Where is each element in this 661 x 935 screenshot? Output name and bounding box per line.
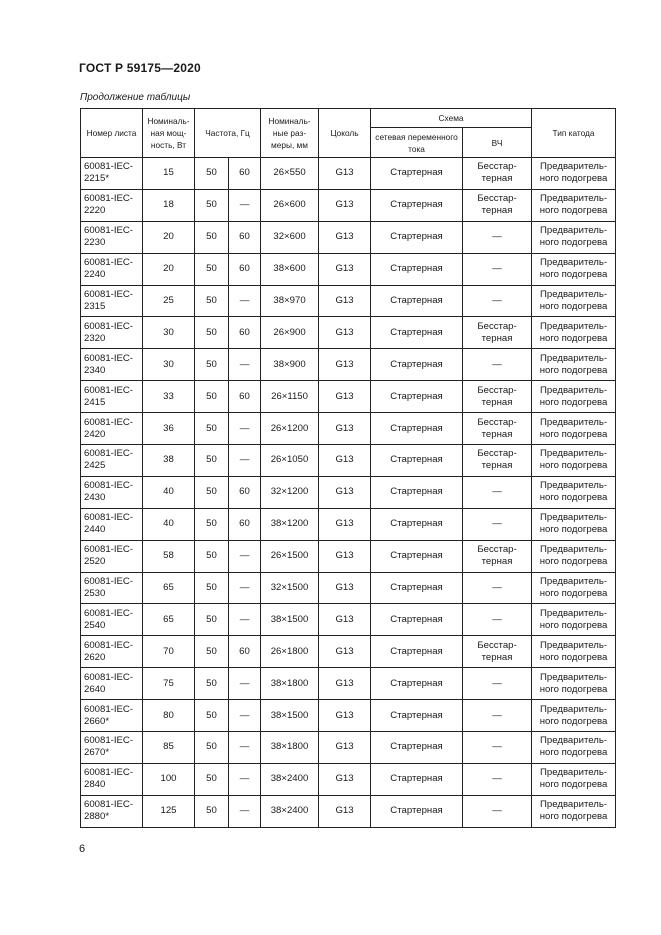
cell-cathode-type: Предваритель-ного подогрева: [532, 540, 616, 572]
cell-rated-power: 125: [143, 795, 195, 827]
cell-sheet-number: 60081-IEC-2840: [81, 763, 143, 795]
cell-rated-power: 18: [143, 189, 195, 221]
cell-cathode-type: Предваритель-ного подогрева: [532, 189, 616, 221]
table-row: [81, 317, 616, 349]
cell-scheme-ac: Стартерная: [371, 476, 463, 508]
cell-cathode-type: Предваритель-ного подогрева: [532, 636, 616, 668]
cell-rated-power: 80: [143, 700, 195, 732]
cell-scheme-ac: Стартерная: [371, 317, 463, 349]
cell-frequency-50: 50: [195, 668, 229, 700]
cell-scheme-ac: Стартерная: [371, 732, 463, 764]
cell-rated-power: 85: [143, 732, 195, 764]
cell-rated-power: 75: [143, 668, 195, 700]
cell-base: G13: [319, 636, 371, 668]
table-row: [81, 445, 616, 477]
cell-frequency-60: 60: [229, 381, 261, 413]
cell-frequency-50: 50: [195, 795, 229, 827]
cell-rated-power: 30: [143, 349, 195, 381]
cell-cathode-type: Предваритель-ного подогрева: [532, 668, 616, 700]
header-cathode-type: Тип катода: [532, 109, 616, 158]
cell-sheet-number: 60081-IEC-2230: [81, 221, 143, 253]
table-row: [81, 349, 616, 381]
cell-sheet-number: 60081-IEC-2540: [81, 604, 143, 636]
cell-rated-power: 30: [143, 317, 195, 349]
cell-scheme-ac: Стартерная: [371, 763, 463, 795]
cell-rated-power: 20: [143, 253, 195, 285]
cell-frequency-50: 50: [195, 381, 229, 413]
cell-frequency-60: —: [229, 668, 261, 700]
cell-rated-power: 38: [143, 445, 195, 477]
cell-frequency-50: 50: [195, 349, 229, 381]
cell-base: G13: [319, 763, 371, 795]
cell-cathode-type: Предваритель-ного подогрева: [532, 413, 616, 445]
lamp-data-table: [80, 108, 616, 828]
cell-scheme-hf: —: [463, 668, 532, 700]
cell-sheet-number: 60081-IEC-2220: [81, 189, 143, 221]
table-row: [81, 795, 616, 827]
cell-rated-dimensions: 26×900: [261, 317, 319, 349]
table-row: [81, 636, 616, 668]
cell-scheme-hf: Бесстар-терная: [463, 381, 532, 413]
cell-frequency-50: 50: [195, 285, 229, 317]
cell-frequency-60: —: [229, 732, 261, 764]
cell-scheme-hf: —: [463, 763, 532, 795]
cell-rated-dimensions: 38×2400: [261, 763, 319, 795]
cell-scheme-ac: Стартерная: [371, 189, 463, 221]
cell-base: G13: [319, 189, 371, 221]
cell-frequency-60: —: [229, 700, 261, 732]
table-row: [81, 189, 616, 221]
header-scheme: Схема: [371, 109, 532, 128]
cell-sheet-number: 60081-IEC-2240: [81, 253, 143, 285]
cell-rated-dimensions: 38×970: [261, 285, 319, 317]
cell-cathode-type: Предваритель-ного подогрева: [532, 604, 616, 636]
cell-rated-dimensions: 32×600: [261, 221, 319, 253]
cell-rated-power: 65: [143, 572, 195, 604]
cell-base: G13: [319, 604, 371, 636]
table-row: [81, 572, 616, 604]
cell-rated-dimensions: 38×1500: [261, 700, 319, 732]
cell-rated-power: 20: [143, 221, 195, 253]
cell-base: G13: [319, 476, 371, 508]
cell-frequency-60: 60: [229, 221, 261, 253]
cell-rated-power: 40: [143, 508, 195, 540]
table-row: [81, 476, 616, 508]
header-scheme-hf: ВЧ: [463, 128, 532, 158]
cell-scheme-hf: —: [463, 253, 532, 285]
cell-scheme-hf: —: [463, 221, 532, 253]
cell-scheme-ac: Стартерная: [371, 158, 463, 190]
cell-cathode-type: Предваритель-ного подогрева: [532, 795, 616, 827]
cell-rated-dimensions: 38×1200: [261, 508, 319, 540]
cell-frequency-60: 60: [229, 253, 261, 285]
cell-rated-dimensions: 32×1200: [261, 476, 319, 508]
cell-frequency-60: —: [229, 413, 261, 445]
cell-cathode-type: Предваритель-ного подогрева: [532, 572, 616, 604]
table-row: [81, 540, 616, 572]
cell-sheet-number: 60081-IEC-2340: [81, 349, 143, 381]
cell-frequency-50: 50: [195, 221, 229, 253]
cell-base: G13: [319, 317, 371, 349]
cell-base: G13: [319, 349, 371, 381]
cell-scheme-hf: Бесстар-терная: [463, 189, 532, 221]
cell-sheet-number: 60081-IEC-2420: [81, 413, 143, 445]
page-number: 6: [79, 843, 86, 855]
cell-rated-dimensions: 26×600: [261, 189, 319, 221]
cell-sheet-number: 60081-IEC-2430: [81, 476, 143, 508]
cell-scheme-hf: —: [463, 476, 532, 508]
header-sheet-number: Номер листа: [81, 109, 143, 158]
cell-base: G13: [319, 221, 371, 253]
cell-rated-power: 40: [143, 476, 195, 508]
cell-base: G13: [319, 445, 371, 477]
cell-cathode-type: Предваритель-ного подогрева: [532, 508, 616, 540]
cell-scheme-ac: Стартерная: [371, 253, 463, 285]
cell-sheet-number: 60081-IEC-2320: [81, 317, 143, 349]
header-frequency: Частота, Гц: [195, 109, 261, 158]
table-row: [81, 221, 616, 253]
cell-frequency-50: 50: [195, 413, 229, 445]
cell-rated-dimensions: 26×1150: [261, 381, 319, 413]
cell-sheet-number: 60081-IEC-2315: [81, 285, 143, 317]
cell-cathode-type: Предваритель-ного подогрева: [532, 317, 616, 349]
cell-scheme-ac: Стартерная: [371, 285, 463, 317]
cell-base: G13: [319, 700, 371, 732]
cell-frequency-50: 50: [195, 700, 229, 732]
cell-frequency-50: 50: [195, 604, 229, 636]
cell-rated-dimensions: 38×1800: [261, 732, 319, 764]
cell-rated-power: 25: [143, 285, 195, 317]
cell-scheme-ac: Стартерная: [371, 349, 463, 381]
cell-base: G13: [319, 540, 371, 572]
cell-cathode-type: Предваритель-ного подогрева: [532, 445, 616, 477]
cell-scheme-ac: Стартерная: [371, 700, 463, 732]
cell-scheme-hf: —: [463, 508, 532, 540]
cell-frequency-60: 60: [229, 317, 261, 349]
cell-scheme-ac: Стартерная: [371, 572, 463, 604]
cell-frequency-50: 50: [195, 540, 229, 572]
cell-rated-power: 33: [143, 381, 195, 413]
cell-frequency-60: 60: [229, 508, 261, 540]
cell-base: G13: [319, 572, 371, 604]
cell-frequency-50: 50: [195, 476, 229, 508]
header-rated-power: Номиналь-ная мощ-ность, Вт: [143, 109, 195, 158]
cell-frequency-50: 50: [195, 445, 229, 477]
cell-scheme-hf: —: [463, 732, 532, 764]
cell-sheet-number: 60081-IEC-2415: [81, 381, 143, 413]
table-row: [81, 732, 616, 764]
cell-frequency-50: 50: [195, 572, 229, 604]
cell-rated-power: 100: [143, 763, 195, 795]
cell-frequency-50: 50: [195, 636, 229, 668]
cell-cathode-type: Предваритель-ного подогрева: [532, 476, 616, 508]
cell-frequency-60: —: [229, 189, 261, 221]
cell-scheme-hf: —: [463, 349, 532, 381]
cell-sheet-number: 60081-IEC-2660*: [81, 700, 143, 732]
cell-frequency-50: 50: [195, 763, 229, 795]
cell-sheet-number: 60081-IEC-2425: [81, 445, 143, 477]
table-row: [81, 285, 616, 317]
cell-scheme-ac: Стартерная: [371, 413, 463, 445]
cell-base: G13: [319, 158, 371, 190]
cell-frequency-50: 50: [195, 732, 229, 764]
cell-scheme-ac: Стартерная: [371, 636, 463, 668]
cell-rated-dimensions: 26×1050: [261, 445, 319, 477]
cell-cathode-type: Предваритель-ного подогрева: [532, 285, 616, 317]
cell-cathode-type: Предваритель-ного подогрева: [532, 700, 616, 732]
cell-frequency-50: 50: [195, 158, 229, 190]
table-row: [81, 381, 616, 413]
cell-scheme-ac: Стартерная: [371, 668, 463, 700]
cell-rated-power: 65: [143, 604, 195, 636]
cell-sheet-number: 60081-IEC-2520: [81, 540, 143, 572]
cell-rated-dimensions: 26×1200: [261, 413, 319, 445]
cell-scheme-hf: —: [463, 285, 532, 317]
document-title: ГОСТ Р 59175—2020: [79, 61, 201, 75]
cell-scheme-hf: Бесстар-терная: [463, 445, 532, 477]
cell-cathode-type: Предваритель-ного подогрева: [532, 349, 616, 381]
cell-frequency-60: 60: [229, 476, 261, 508]
cell-base: G13: [319, 795, 371, 827]
cell-frequency-50: 50: [195, 508, 229, 540]
cell-base: G13: [319, 253, 371, 285]
cell-base: G13: [319, 285, 371, 317]
cell-scheme-hf: Бесстар-терная: [463, 540, 532, 572]
cell-scheme-ac: Стартерная: [371, 445, 463, 477]
cell-sheet-number: 60081-IEC-2880*: [81, 795, 143, 827]
cell-base: G13: [319, 413, 371, 445]
cell-sheet-number: 60081-IEC-2620: [81, 636, 143, 668]
cell-frequency-60: —: [229, 349, 261, 381]
table-row: [81, 158, 616, 190]
cell-base: G13: [319, 508, 371, 540]
cell-frequency-60: —: [229, 445, 261, 477]
cell-frequency-60: —: [229, 572, 261, 604]
cell-frequency-60: —: [229, 604, 261, 636]
cell-scheme-hf: Бесстар-терная: [463, 158, 532, 190]
cell-base: G13: [319, 668, 371, 700]
cell-scheme-ac: Стартерная: [371, 795, 463, 827]
cell-rated-dimensions: 38×2400: [261, 795, 319, 827]
cell-rated-dimensions: 38×600: [261, 253, 319, 285]
cell-scheme-hf: Бесстар-терная: [463, 413, 532, 445]
cell-rated-power: 36: [143, 413, 195, 445]
table-caption: Продолжение таблицы: [80, 92, 191, 103]
table-row: [81, 413, 616, 445]
cell-scheme-hf: —: [463, 700, 532, 732]
cell-sheet-number: 60081-IEC-2440: [81, 508, 143, 540]
cell-base: G13: [319, 732, 371, 764]
cell-scheme-hf: —: [463, 604, 532, 636]
cell-scheme-ac: Стартерная: [371, 604, 463, 636]
cell-sheet-number: 60081-IEC-2530: [81, 572, 143, 604]
cell-frequency-60: —: [229, 795, 261, 827]
cell-scheme-ac: Стартерная: [371, 540, 463, 572]
cell-scheme-hf: —: [463, 795, 532, 827]
cell-scheme-ac: Стартерная: [371, 381, 463, 413]
cell-frequency-50: 50: [195, 253, 229, 285]
cell-frequency-60: —: [229, 285, 261, 317]
cell-sheet-number: 60081-IEC-2215*: [81, 158, 143, 190]
cell-frequency-50: 50: [195, 189, 229, 221]
cell-cathode-type: Предваритель-ного подогрева: [532, 221, 616, 253]
cell-rated-dimensions: 38×900: [261, 349, 319, 381]
cell-frequency-60: —: [229, 540, 261, 572]
cell-rated-dimensions: 26×1500: [261, 540, 319, 572]
cell-cathode-type: Предваритель-ного подогрева: [532, 253, 616, 285]
cell-rated-dimensions: 32×1500: [261, 572, 319, 604]
cell-scheme-hf: —: [463, 572, 532, 604]
cell-rated-dimensions: 26×550: [261, 158, 319, 190]
cell-cathode-type: Предваритель-ного подогрева: [532, 763, 616, 795]
cell-frequency-60: —: [229, 763, 261, 795]
cell-base: G13: [319, 381, 371, 413]
cell-rated-power: 58: [143, 540, 195, 572]
cell-cathode-type: Предваритель-ного подогрева: [532, 158, 616, 190]
table-row: [81, 604, 616, 636]
cell-sheet-number: 60081-IEC-2640: [81, 668, 143, 700]
cell-cathode-type: Предваритель-ного подогрева: [532, 381, 616, 413]
cell-frequency-60: 60: [229, 158, 261, 190]
cell-cathode-type: Предваритель-ного подогрева: [532, 732, 616, 764]
header-base: Цоколь: [319, 109, 371, 158]
cell-scheme-ac: Стартерная: [371, 221, 463, 253]
header-scheme-ac: сетевая переменного тока: [371, 128, 463, 158]
cell-rated-dimensions: 38×1800: [261, 668, 319, 700]
table-body: [81, 158, 616, 828]
cell-rated-dimensions: 26×1800: [261, 636, 319, 668]
table-row: [81, 253, 616, 285]
table-row: [81, 700, 616, 732]
cell-scheme-hf: Бесстар-терная: [463, 317, 532, 349]
header-rated-dimensions: Номиналь-ные раз-меры, мм: [261, 109, 319, 158]
cell-scheme-ac: Стартерная: [371, 508, 463, 540]
cell-scheme-hf: Бесстар-терная: [463, 636, 532, 668]
cell-sheet-number: 60081-IEC-2670*: [81, 732, 143, 764]
table-row: [81, 508, 616, 540]
table-row: [81, 763, 616, 795]
table-row: [81, 668, 616, 700]
cell-frequency-50: 50: [195, 317, 229, 349]
cell-rated-dimensions: 38×1500: [261, 604, 319, 636]
cell-frequency-60: 60: [229, 636, 261, 668]
cell-rated-power: 70: [143, 636, 195, 668]
cell-rated-power: 15: [143, 158, 195, 190]
